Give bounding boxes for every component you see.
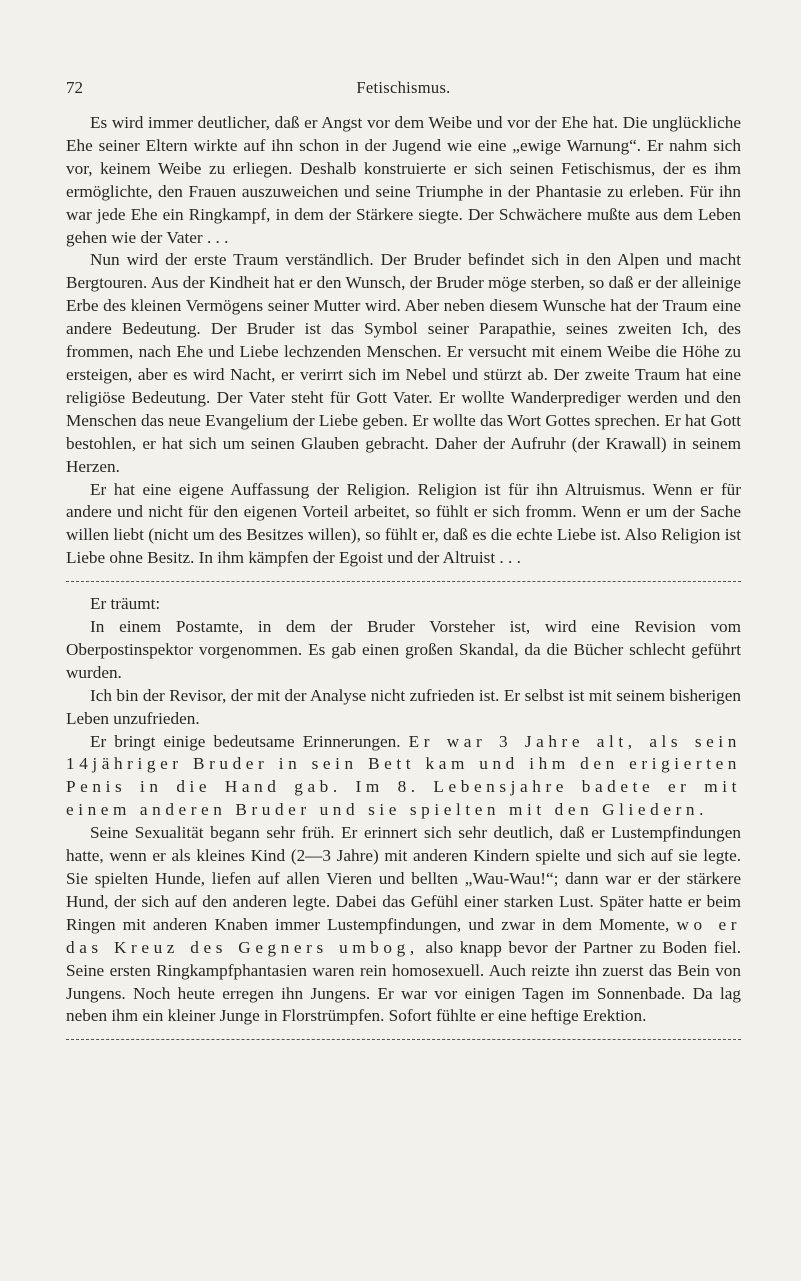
paragraph: [66, 822, 741, 1028]
paragraph-text: Seine Sexualität begann sehr früh. Er erinnert sich sehr deutlich, daß er Lustempfindungen hatte, wenn er als kleines Kind (2—3 Jahre) mit anderen Kindern spielte und sich auf sie legte. Sie spielten Hunde, liefen auf allen Vieren und bellten „Wau-Wau!“; dann war er der stärkere Hund, der sich auf den anderen legte. Dabei das Gefühl einer starken Lust. Später hatte er beim Ringen mit anderen Knaben immer Lustempfindungen, und zwar in dem Momente,: [66, 823, 741, 934]
section-divider: [66, 581, 741, 582]
paragraph: Er hat eine eigene Auffassung der Religion. Religion ist für ihn Altruismus. Wenn er für andere und nicht für den eigenen Vorteil arbeitet, so fühlt er sich fromm. Wenn er um der Sache willen liebt (nicht um des Besitzes willen), so fühlt er, daß es die echte Liebe ist. Also Religion ist Liebe ohne Besitz. In ihm kämpfen der Egoist und der Altruist . . .: [66, 479, 741, 568]
spaced-emphasis: Er war 3 Jahre alt, als sein 14jähriger Bruder in sein Bett kam und ihm den erigierten Penis in die Hand gab. Im 8. Lebensjahre badete er mit einem anderen Bruder und sie spielten mit den Gliedern.: [66, 731, 741, 820]
body-text: [66, 112, 741, 1040]
paragraph: Nun wird der erste Traum verständlich. Der Bruder befindet sich in den Alpen und macht Bergtouren. Aus der Kindheit hat er den Wunsch, der Bruder möge sterben, so daß er der alleinige Erbe des kleinen Vermögens seiner Mutter wird. Aber neben diesem Wunsche hat der Traum eine andere Bedeutung. Der Bruder ist das Symbol seiner Parapathie, seines zweiten Ich, des frommen, nach Ehe und Liebe lechzenden Menschen. Er versucht mit einem Weibe die Höhe zu ersteigen, aber es wird Nacht, er verirrt sich im Nebel und stürzt ab. Der zweite Traum hat eine religiöse Bedeutung. Der Vater steht für Gott Vater. Er wollte Wanderprediger werden und den Menschen das neue Evangelium der Liebe geben. Er wollte das Wort Gottes sprechen. Er hat Gott bestohlen, er hat sich um seinen Glauben gebracht. Daher der Aufruhr (der Krawall) in seinem Herzen.: [66, 250, 741, 476]
paragraph: [66, 731, 741, 823]
spaced-emphasis: wo er das Kreuz des Gegners umbog,: [66, 914, 742, 957]
paragraph: In einem Postamte, in dem der Bruder Vorsteher ist, wird eine Revision vom Oberpostinspektor vorgenommen. Es gab einen großen Skandal, da die Bücher schlecht geführt wurden.: [66, 617, 741, 682]
dream-heading: Er träumt:: [90, 594, 161, 614]
paragraph-text: also knapp bevor der Partner zu Boden fiel. Seine ersten Ringkampfphantasien waren rein homosexuell. Auch reizte ihn zuerst das Bein von Jungens. Noch heute erregen ihn Jungens. Er war vor einigen Tagen im Sonnenbade. Da lag neben ihm ein kleiner Junge in Florstrümpfen. Sofort fühlte er eine heftige Erektion.: [66, 937, 742, 1026]
running-title: Fetischismus.: [356, 78, 451, 97]
page-number: 72: [66, 78, 83, 97]
paragraph-text: Er bringt einige bedeutsame Erinnerungen.: [90, 731, 401, 751]
paragraph: Es wird immer deutlicher, daß er Angst vor dem Weibe und vor der Ehe hat. Die unglückliche Ehe seiner Eltern wirkte auf ihn schon in der Jugend wie eine „ewige Warnung“. Er nahm sich vor, keinem Weibe zu erliegen. Deshalb konstruierte er sich seinen Fetischismus, der es ihm ermöglichte, den Frauen auszuweichen und seine Triumphe in der Phantasie zu erleben. Für ihn war jede Ehe ein Ringkampf, in dem der Stärkere siegte. Der Schwächere mußte aus dem Leben gehen wie der Vater . . .: [66, 113, 741, 247]
page-header: [66, 78, 741, 112]
section-divider: [66, 1039, 741, 1040]
paragraph: Ich bin der Revisor, der mit der Analyse nicht zufrieden ist. Er selbst ist mit seinem bisherigen Leben unzufrieden.: [66, 685, 741, 728]
